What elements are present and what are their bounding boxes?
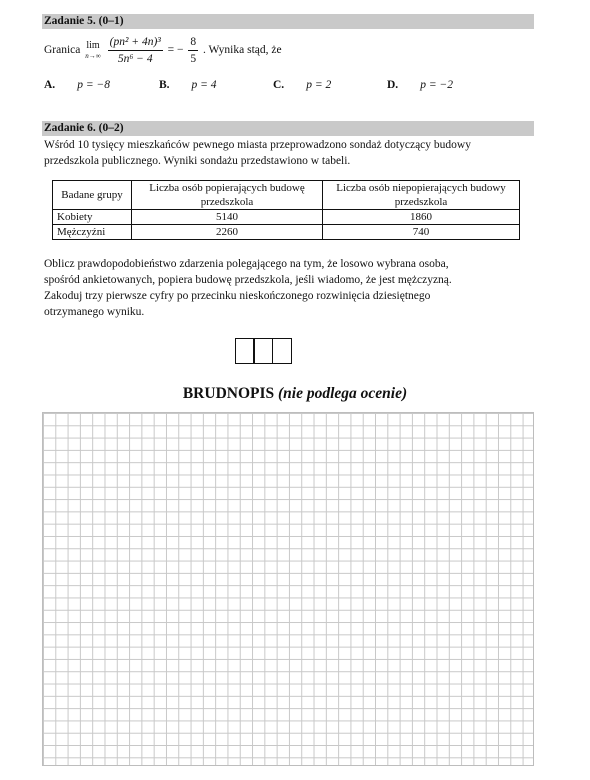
table-cell: 740 <box>323 225 520 240</box>
table-row <box>53 225 520 240</box>
task6-intro-line2: przedszkola publicznego. Wyniki sondażu przedstawiono w tabeli. <box>44 155 351 167</box>
option-a[interactable] <box>44 79 110 91</box>
task5-conclusion: . Wynika stąd, że <box>202 44 282 57</box>
task6-header: Zadanie 6. (0–2) <box>42 121 534 136</box>
limit-operator <box>85 40 101 61</box>
draft-title-subtitle: (nie podlega ocenie) <box>278 385 408 402</box>
option-b-value: p = 4 <box>191 79 217 91</box>
lim-subscript: n→∞ <box>85 52 101 60</box>
draft-title <box>0 385 590 403</box>
answer-code-boxes <box>236 338 292 364</box>
value-numerator: 8 <box>188 34 198 51</box>
table-row <box>53 210 520 225</box>
option-c-letter: C. <box>273 79 285 91</box>
table-cell: 2260 <box>132 225 323 240</box>
table-header: Liczba osób popierających budowę przedszkola <box>132 181 323 210</box>
option-a-letter: A. <box>44 79 56 91</box>
option-d[interactable] <box>387 79 453 91</box>
value-fraction <box>188 34 198 67</box>
option-b-letter: B. <box>159 79 170 91</box>
task6-intro-line1: Wśród 10 tysięcy mieszkańców pewnego miasta przeprowadzono sondaż dotyczący budowy <box>44 139 471 151</box>
draft-title-main: BRUDNOPIS <box>182 385 275 402</box>
option-b[interactable] <box>159 79 217 91</box>
answer-digit-box[interactable] <box>235 338 255 364</box>
lim-label: lim <box>86 40 100 51</box>
task5-intro: Granica <box>44 44 81 57</box>
equals-sign: = − <box>167 44 184 57</box>
answer-digit-box[interactable] <box>253 338 273 364</box>
table-cell: Mężczyźni <box>53 225 132 240</box>
option-c-value: p = 2 <box>306 79 332 91</box>
table-cell: Kobiety <box>53 210 132 225</box>
table-cell: 5140 <box>132 210 323 225</box>
task5-statement <box>44 34 282 67</box>
task6-intro <box>44 137 536 169</box>
draft-grid[interactable] <box>42 412 534 766</box>
task5-header: Zadanie 5. (0–1) <box>42 14 534 29</box>
option-d-value: p = −2 <box>420 79 453 91</box>
table-header: Badane grupy <box>53 181 132 210</box>
option-a-value: p = −8 <box>77 79 110 91</box>
fraction-numerator: (pn² + 4n)³ <box>108 34 163 51</box>
option-d-letter: D. <box>387 79 399 91</box>
task6-question-line2: spośród ankietowanych, popiera budowę przedszkola, jeśli wiadomo, że jest mężczyzną. <box>44 274 452 286</box>
task6-question-line3: Zakoduj trzy pierwsze cyfry po przecinku nieskończonego rozwinięcia dziesiętnego <box>44 290 431 302</box>
answer-digit-box[interactable] <box>272 338 292 364</box>
fraction-denominator: 5n⁶ − 4 <box>117 53 153 65</box>
task6-question-line1: Oblicz prawdopodobieństwo zdarzenia polegającego na tym, że losowo wybrana osoba, <box>44 258 449 270</box>
table-cell: 1860 <box>323 210 520 225</box>
task6-question <box>44 256 536 320</box>
limit-fraction <box>108 34 163 67</box>
task6-question-line4: otrzymanego wyniku. <box>44 306 145 318</box>
table-header-row <box>53 181 520 210</box>
option-c[interactable] <box>273 79 331 91</box>
survey-table <box>52 180 520 240</box>
table-header: Liczba osób niepopierających budowy przedszkola <box>323 181 520 210</box>
value-denominator: 5 <box>190 53 197 65</box>
